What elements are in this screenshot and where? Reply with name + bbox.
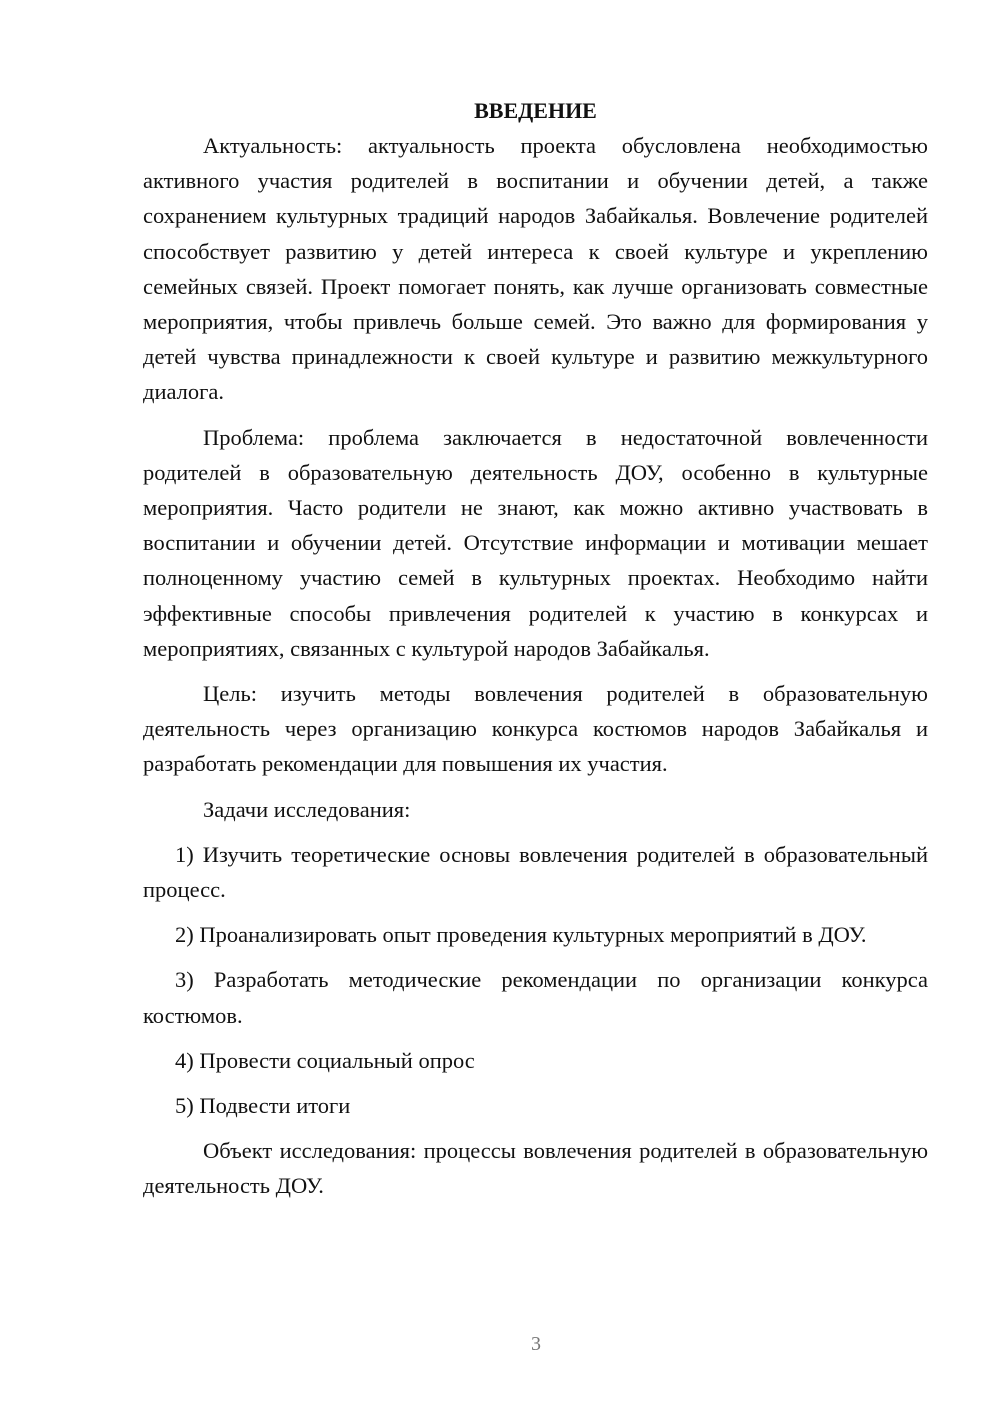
task-item-5: 5) Подвести итоги xyxy=(175,1093,351,1119)
task-item-4: 4) Провести социальный опрос xyxy=(175,1047,475,1073)
document-page xyxy=(143,93,928,1204)
paragraph-problem: Проблема: проблема заключается в недостаточной вовлеченности родителей в образовательную деятельность ДОУ, особенно в культурные мероприятия. Часто родители не знают, как можно активно участвовать в воспитании и обучении детей. Отсутствие информации и мотивации мешает полноценному участию семей в культурных проектах. Необходимо найти эффективные способы привлечения родителей к участию в конкурсах и мероприятиях, связанных с культурой народов Забайкалья. xyxy=(143,424,928,661)
page-number: 3 xyxy=(531,1333,541,1355)
task-item-1: 1) Изучить теоретические основы вовлечения родителей в образовательный процесс. xyxy=(143,841,928,903)
task-item-2: 2) Проанализировать опыт проведения культурных мероприятий в ДОУ. xyxy=(175,922,867,948)
paragraph-relevance: Актуальность: актуальность проекта обусловлена необходимостью активного участия родителей в воспитании и обучении детей, а также сохранением культурных традиций народов Забайкалья. Вовлечение родителей способствует развитию у детей интереса к своей культуре и укреплению семейных связей. Проект помогает понять, как лучше организовать совместные мероприятия, чтобы привлечь больше семей. Это важно для формирования у детей чувства принадлежности к своей культуре и развитию межкультурного диалога. xyxy=(143,133,928,405)
section-title: ВВЕДЕНИЕ xyxy=(474,98,597,123)
paragraph-object: Объект исследования: процессы вовлечения родителей в образовательную деятельность ДОУ. xyxy=(143,1138,928,1199)
tasks-heading: Задачи исследования: xyxy=(203,796,411,822)
paragraph-goal: Цель: изучить методы вовлечения родителей в образовательную деятельность через организацию конкурса костюмов народов Забайкалья и разработать рекомендации для повышения их участия. xyxy=(143,681,928,777)
task-item-3: 3) Разработать методические рекомендации по организации конкурса костюмов. xyxy=(143,967,928,1028)
